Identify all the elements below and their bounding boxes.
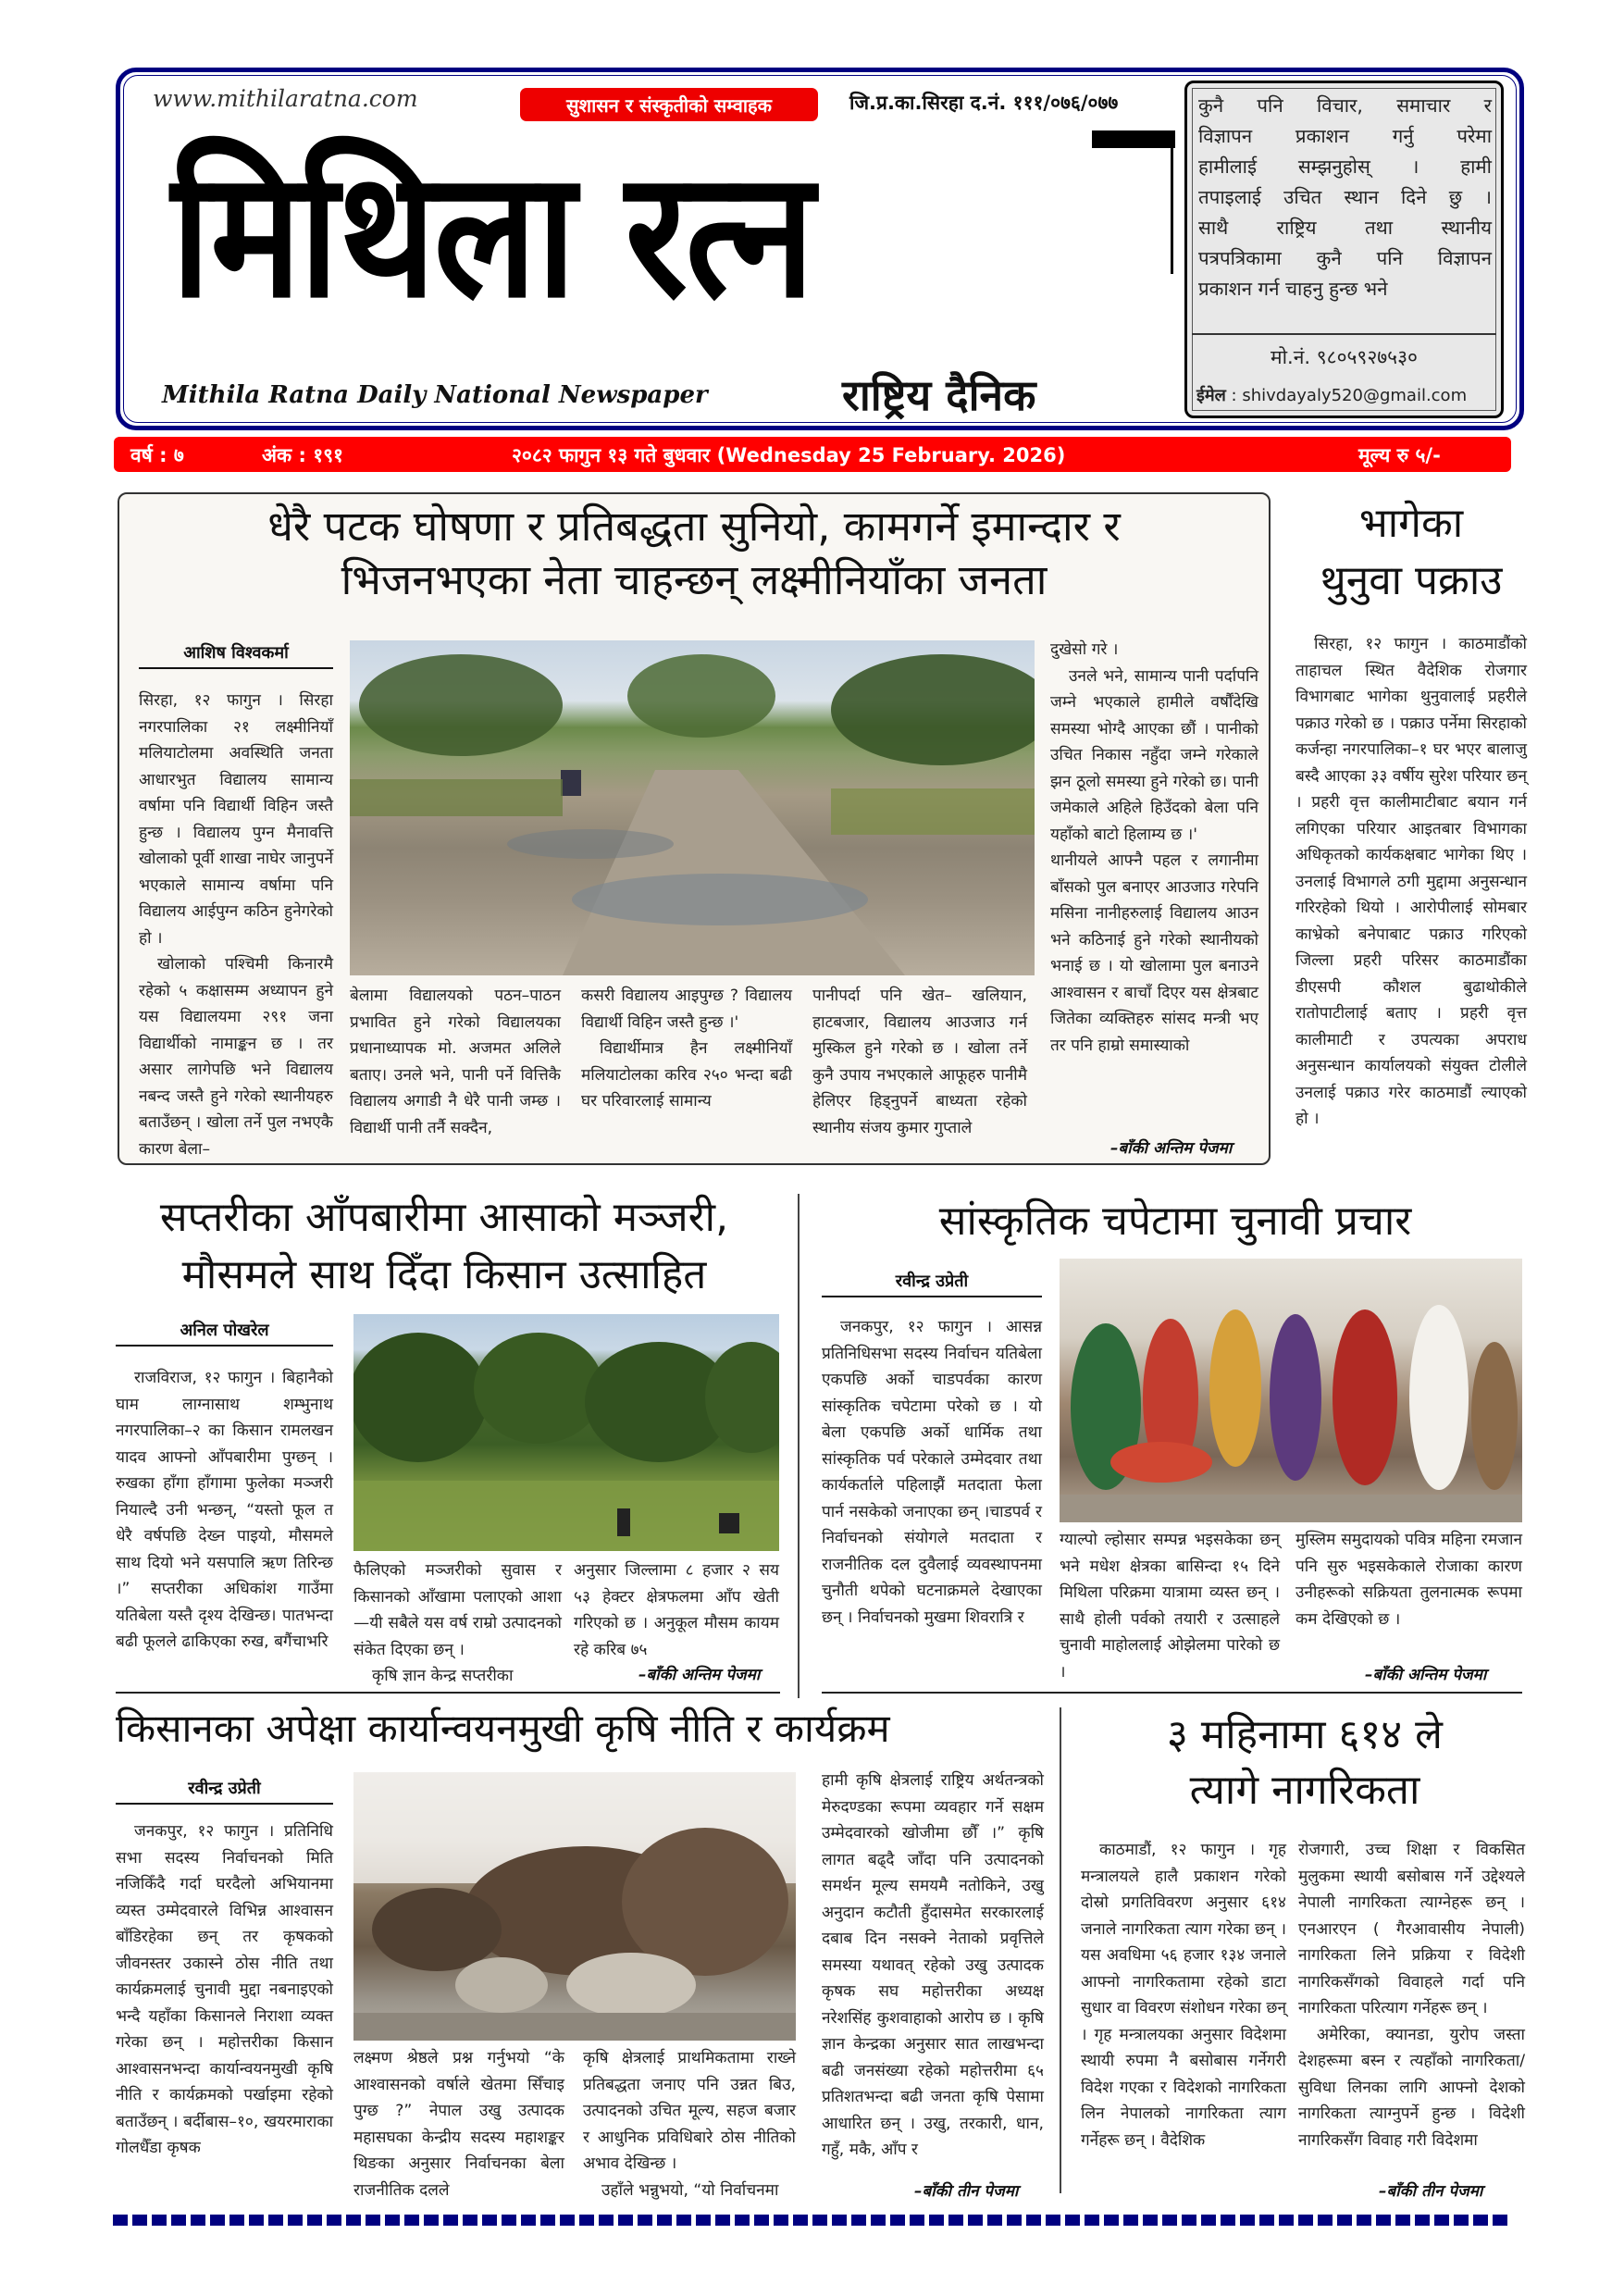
mango-trees-illustration — [353, 1314, 779, 1551]
registration-number: जि.प्र.का.सिरहा द.नं. १११/०७६/०७७ — [849, 92, 1119, 114]
lead-headline[interactable] — [125, 500, 1263, 607]
price: मूल्य रु ५/- — [1358, 444, 1441, 466]
footer-dash — [657, 2215, 672, 2226]
footer-dash — [1085, 2215, 1099, 2226]
footer-dash — [268, 2215, 283, 2226]
volume-year: वर्ष : ७ — [130, 444, 184, 466]
paragraph: जनकपुर, १२ फागुन । आसन्न प्रतिनिधिसभा सदस्य निर्वाचन यतिबेला एकपछि अर्को चाडपर्वका कारण सांस्कृतिक चपेटामा परेको छ । यो बेला एकपछि अर्को धार्मिक तथा सांस्कृतिक पर्व परेकाले उम्मेदवार तथा कार्यकर्ताले पहिलाझैं मतदाता फेला पार्न नसकेको जनाएका छन् ।चाडपर्व र निर्वाचनको संयोगले मतदाता र राजनीतिक दल दुवैलाई व्यवस्थापनमा चुनौती थपेको घटनाक्रमले देखाएका छन् । निर्वाचनको मुखमा शिवरात्रि र — [822, 1318, 1042, 1627]
paragraph: हामी कृषि क्षेत्रलाई राष्ट्रिय अर्थतन्त्रको मेरुदण्डका रूपमा व्यवहार गर्ने सक्षम उम्मेदवारको खोजीमा छौँ ।” कृषि लागत बढ्दै जाँदा पनि उत्पादनको समर्थन मूल्य समयमै नतोकिने, उखु अनुदान कटौती हुँदासमेत सरकारलाई दबाब दिन नसक्ने नेताको प्रवृत्तिले समस्या यथावत् रहेको उखु उत्पादक कृषक सघ महोत्तरीका अध्यक्ष नरेशसिंह कुशवाहाको आरोप छ । कृषि ज्ञान केन्द्रका अनुसार सात लाखभन्दा बढी जनसंख्या रहेको महोत्तरीमा ६५ प्रतिशतभन्दा बढी जनता कृषि पेसामा आधारित छन् । उखु, तरकारी, धान, गहुँ, मकै, आँप र — [822, 1771, 1044, 2159]
culture-headline[interactable]: सांस्कृतिक चपेटामा चुनावी प्रचार — [938, 1198, 1412, 1245]
lead-headline-line: धेरै पटक घोषणा र प्रतिबद्धता सुनियो, कामगर्ने इमान्दार र — [267, 502, 1121, 551]
farmers-byline: रवीन्द्र उप्रेती — [116, 1777, 333, 1805]
ad-line: तपाइलाई उचित स्थान दिने छु । — [1198, 186, 1492, 208]
paragraph: काठमाडौं, १२ फागुन । गृह मन्त्रालयले हालै प्रकाशन गरेको दोस्रो प्रगतिविवरण अनुसार ६१४ जनाले नागरिकता त्याग गरेका छन् । यस अवधिमा ५६ हजार १३४ जनाले आफ्नो नागरिकतामा रहेको डाटा सुधार वा विवरण संशोधन गरेका छन् । गृह मन्त्रालयका अनुसार विदेशमा स्थायी रुपमा नै बसोबास गर्नेगरी विदेश गएका र विदेशको नागरिकता लिन नेपालको नागरिकता त्याग गर्नेहरू छन् । वैदेशिक — [1081, 1841, 1286, 2150]
footer-dash — [307, 2215, 322, 2226]
citizenship-headline-line: त्यागे नागरिकता — [1189, 1767, 1420, 1814]
footer-dash — [968, 2215, 983, 2226]
footer-dash — [424, 2215, 439, 2226]
footer-dash — [1026, 2215, 1041, 2226]
sugarcane-carts-illustration — [353, 1772, 796, 2041]
citizenship-headline[interactable] — [1073, 1707, 1536, 1818]
mango-column-3 — [574, 1558, 779, 1663]
ad-line: हामीलाई सम्झनुहोस् । हामी — [1198, 155, 1492, 178]
ad-line: प्रकाशन गर्न चाहनु हुन्छ भने — [1198, 278, 1388, 300]
footer-dash — [618, 2215, 633, 2226]
paragraph: फैलिएको मञ्जरीको सुवास र किसानको आँखामा पलाएको आशा—यी सबैले यस वर्ष राम्रो उत्पादनको संकेत दिएका छन् । — [353, 1561, 562, 1659]
lead-column-2 — [350, 983, 561, 1141]
footer-dash — [599, 2215, 614, 2226]
mango-column-2 — [353, 1558, 562, 1690]
culture-column-2 — [1060, 1527, 1280, 1685]
footer-dash — [1376, 2215, 1391, 2226]
footer-dash — [502, 2215, 516, 2226]
footer-dash — [715, 2215, 730, 2226]
footer-dash — [812, 2215, 827, 2226]
paragraph: ग्याल्पो ल्होसार सम्पन्न भइसकेका छन् भने मधेश क्षेत्रका बासिन्दा १५ दिने मिथिला परिक्रमा यात्रामा व्यस्त छन् । साथै होली पर्वको तयारी र उत्साहले चुनावी माहोललाई ओझेलमा पारेको छ । — [1060, 1531, 1280, 1682]
ad-line: विज्ञापन प्रकाशन गर्नु परेमा — [1198, 125, 1492, 147]
mango-headline-line: सप्तरीका आँपबारीमा आसाको मञ्जरी, — [159, 1194, 729, 1241]
footer-dash — [540, 2215, 555, 2226]
footer-dash — [793, 2215, 808, 2226]
footer-dash — [1298, 2215, 1313, 2226]
footer-dash — [774, 2215, 788, 2226]
footer-dash — [366, 2215, 380, 2226]
footer-dash — [1473, 2215, 1488, 2226]
lead-photo-muddy-road — [350, 640, 1035, 975]
paragraph: उहाँले भन्नुभयो, “यो निर्वाचनमा — [601, 2180, 779, 2200]
muddy-road-illustration — [350, 640, 1035, 975]
footer-dash — [987, 2215, 1002, 2226]
ad-line: पत्रपत्रिकामा कुनै पनि विज्ञापन — [1198, 247, 1492, 269]
footer-dash — [1240, 2215, 1255, 2226]
culture-column-3 — [1295, 1527, 1522, 1632]
lead-column-3 — [581, 983, 792, 1115]
paragraph: कसरी विद्यालय आइपुग्छ ? विद्यालय विद्यार्थी विहिन जस्तै हुन्छ ।' — [581, 987, 792, 1032]
lead-column-4 — [812, 983, 1027, 1141]
contact-phone: मो.नं. ९८०५९२७५३० — [1271, 346, 1418, 368]
footer-dash — [249, 2215, 264, 2226]
paragraph: लक्ष्मण श्रेष्ठले प्रश्न गर्नुभयो “के आश्वासनको वर्षाले खेतमा सिँचाइ पुग्छ ?” नेपाल उखु उत्पादक महासघका केन्द्रीय सदस्य महाशङ्कर थिङका अनुसार निर्वाचनका बेला राजनीतिक दलले — [353, 2049, 564, 2200]
paragraph: अनुसार जिल्लामा ८ हजार २ सय ५३ हेक्टर क्षेत्रफलमा आँप खेती गरिएको छ । अनुकूल मौसम कायम रहे करिब ७५ — [574, 1561, 779, 1659]
paragraph: खोलाको पश्चिमी किनारमै रहेको ५ कक्षासम्म अध्यापन हुने यस विद्यालयमा २९१ जना विद्यार्थीको नामाङ्कन छ । तर असार लागेपछि भने विद्यालय नबन्द जस्तै हुने गरेको स्थानीयहरु बताउँछन् । खोला तर्ने पुल नभएकै कारण बेला– — [139, 955, 333, 1159]
paragraph: राजविराज, १२ फागुन । बिहानैको घाम लाग्नासाथ शम्भुनाथ नगरपालिका–२ का किसान रामलखन यादव आफ्नो आँपबारीमा पुग्छन् । रुखका हाँगा हाँगामा फुलेका मञ्जरी नियाल्दै उनी भन्छन्, “यस्तो फूल त धेरै वर्षपछि देख्न पाइयो, मौसमले साथ दियो भने यसपालि ऋण तिरिन्छ ।” सप्तरीका अधिकांश गाउँमा यतिबेला यस्तै दृश्य देखिन्छ। पातभन्दा बढी फूलले ढाकिएका रुख, बगैंचाभरि — [116, 1369, 333, 1651]
footer-dash — [463, 2215, 477, 2226]
footer-dash — [482, 2215, 497, 2226]
contact-email[interactable]: shivdayaly520@gmail.com — [1242, 386, 1468, 405]
footer-dash — [1357, 2215, 1371, 2226]
culture-bottom-rule — [822, 1692, 1522, 1694]
farmers-column-4 — [822, 1768, 1044, 2164]
footer-dash — [851, 2215, 866, 2226]
footer-dash — [1395, 2215, 1410, 2226]
publication-date: २०८२ फागुन १३ गते बुधवार (Wednesday 25 February. 2026) — [512, 444, 1066, 466]
paragraph: सिरहा, १२ फागुन । काठमाडौंको ताहाचल स्थित वैदेशिक रोजगार विभागबाट भागेका थुनुवालाई प्रहरीले पक्राउ गरेको छ । पक्राउ पर्नेमा सिरहाको कर्जन्हा नगरपालिका–१ घर भएर बालाजु बस्दै आएका ३३ वर्षीय सुरेश परियार छन् । प्रहरी वृत्त कालीमाटीबाट बयान गर्न लगिएका परियार आइतबार विभागका अधिकृतको कार्यकक्षबाट भागेका थिए । उनलाई विभागले ठगी मुद्दामा अनुसन्धान गरिरहेको थियो । आरोपीलाई सोमबार काभ्रेको बनेपाबाट पक्राउ गरिएको जिल्ला प्रहरी परिसर काठमाडौंका डीएसपी कौशल बुढाथोकीले रातोपाटीलाई बताए । प्रहरी वृत्त कालीमाटी र उपत्यका अपराध अनुसन्धान कार्यालयको संयुक्त टोलीले उनलाई पक्राउ गरेर काठमाडौं ल्याएको हो । — [1295, 635, 1527, 1128]
column-divider — [1060, 1707, 1061, 2193]
culture-procession-photo — [1060, 1259, 1522, 1522]
footer-dash — [1143, 2215, 1158, 2226]
email-separator: : — [1231, 386, 1237, 405]
ad-line: साथै राष्ट्रिय तथा स्थानीय — [1198, 217, 1492, 239]
footer-dash — [754, 2215, 769, 2226]
prisoner-headline-line: भागेका — [1358, 500, 1464, 547]
footer-dash — [735, 2215, 750, 2226]
paragraph: मुस्लिम समुदायको पवित्र महिना रमजान पनि सुरु भइसकेकाले रोजाका कारण उनीहरूको सक्रियता तुलनात्मक रूपमा कम देखिएको छ । — [1295, 1531, 1522, 1629]
footer-dash — [696, 2215, 711, 2226]
footer-dash — [210, 2215, 225, 2226]
footer-dash — [1182, 2215, 1196, 2226]
lead-headline-line: भिजनभएका नेता चाहन्छन् लक्ष्मीनियाँका जनता — [341, 555, 1048, 604]
paragraph: पानीपर्दा पनि खेत– खलियान, हाटबजार, विद्यालय आउजाउ गर्न मुस्किल हुने गरेको छ । खोला तर्ने कुनै उपाय नभएकाले आफूहरु पानीमै हेलिएर हिड्नुपर्ने बाध्यता रहेको स्थानीय संजय कुमार गुप्ताले — [812, 987, 1027, 1137]
ad-divider — [1192, 333, 1496, 335]
footer-dash — [288, 2215, 303, 2226]
footer-dash — [1434, 2215, 1449, 2226]
footer-dash — [1259, 2215, 1274, 2226]
culture-byline: रवीन्द्र उप्रेती — [822, 1270, 1042, 1297]
column-divider — [798, 1194, 800, 1698]
farmers-sugarcane-photo — [353, 1772, 796, 2041]
paragraph: कृषि क्षेत्रलाई प्राथमिकतामा राख्ने प्रतिबद्धता जनाए पनि उन्नत बिउ, उत्पादनको उचित मूल्य, सहज बजार र आधुनिक प्रविधिबारे ठोस नीतिको अभाव देखिन्छ । — [583, 2049, 796, 2173]
advertise-text — [1198, 91, 1492, 304]
footer-dash — [579, 2215, 594, 2226]
paragraph: रोजगारी, उच्च शिक्षा र विकसित मुलुकमा स्थायी बसोबास गर्ने उद्देश्यले नेपाली नागरिकता त्याग्नेहरू छन् । एनआरएन ( गैरआवासीय नेपाली) नागरिकता लिने प्रक्रिया र विदेशी नागरिकसँगको विवाहले गर्दा पनि नागरिकता परित्याग गर्नेहरू छन् । — [1298, 1841, 1525, 2017]
mango-continued-link[interactable]: –बाँकी अन्तिम पेजमा — [638, 1666, 761, 1684]
footer-dash — [910, 2215, 924, 2226]
paragraph: जनकपुर, १२ फागुन । प्रतिनिधि सभा सदस्य निर्वाचनको मिति नजिकिँदै गर्दा घरदैलो अभियानमा व्यस्त उम्मेदवारले विभिन्न आश्वासन बाँडिरहेका छन् तर कृषकको जीवनस्तर उकास्ने ठोस नीति तथा कार्यक्रमलाई चुनावी मुद्दा नबनाइएको भन्दै यहाँका किसानले निराशा व्यक्त गरेका छन् । महोत्तरीका किसान आश्वासनभन्दा कार्यान्वयनमुखी कृषि नीति र कार्यक्रमको पर्खाइमा रहेको बताउँछन् । बर्दीबास–१०, खयरमाराका गोलधैँडा कृषक — [116, 1822, 333, 2157]
footer-dash — [229, 2215, 244, 2226]
footer-dash — [890, 2215, 905, 2226]
prisoner-headline-line: थुनुवा पक्राउ — [1320, 557, 1503, 604]
newspaper-logo: मिथिला रत्न — [171, 132, 813, 337]
footer-dash — [346, 2215, 361, 2226]
mango-column-1 — [116, 1365, 333, 1656]
footer-dash — [929, 2215, 944, 2226]
footer-dash — [638, 2215, 652, 2226]
advertise-box — [1184, 81, 1504, 418]
english-name: Mithila Ratna Daily National Newspaper — [162, 381, 708, 409]
footer-dash — [152, 2215, 167, 2226]
slogan-badge: सुशासन र संस्कृतीको सम्वाहक — [520, 88, 818, 121]
footer-dash — [404, 2215, 419, 2226]
footer-dash — [1046, 2215, 1060, 2226]
footer-dash — [560, 2215, 575, 2226]
lead-continued-link[interactable]: –बाँकी अन्तिम पेजमा — [1110, 1139, 1233, 1158]
paragraph: अमेरिका, क्यानडा, युरोप जस्ता देशहरूमा बस्न र त्यहाँको नागरिकता/सुविधा लिनका लागि आफ्नो देशको नागरिकता त्याग्नुपर्ने हुन्छ । विदेशी नागरिकसँग विवाह गरी विदेशमा — [1298, 2025, 1525, 2150]
email-label: ईमेल — [1196, 386, 1226, 405]
citizenship-column-1 — [1081, 1837, 1286, 2153]
paragraph: बेलामा विद्यालयको पठन–पाठन प्रभावित हुने गरेको विद्यालयका प्रधानाध्यापक मो. अजमत अलिले बताए। उनले भने, पानी पर्ने वित्तिकै विद्यालय अगाडी नै धेरै पानी जम्छ । विद्यार्थी पानी तर्नै सक्दैन, — [350, 987, 561, 1137]
culture-continued-link[interactable]: –बाँकी अन्तिम पेजमा — [1365, 1666, 1487, 1684]
footer-dash — [132, 2215, 147, 2226]
footer-dash — [948, 2215, 963, 2226]
mango-orchard-photo — [353, 1314, 779, 1551]
footer-dash — [1104, 2215, 1119, 2226]
paragraph: कृषि ज्ञान केन्द्र सप्तरीका — [372, 1667, 514, 1685]
lead-column-5 — [1050, 637, 1258, 1059]
prisoner-column — [1295, 631, 1527, 1133]
footer-dash — [1454, 2215, 1469, 2226]
citizenship-column-2 — [1298, 1837, 1525, 2153]
footer-dash — [1162, 2215, 1177, 2226]
mango-headline-line: मौसमले साथ दिँदा किसान उत्साहित — [181, 1251, 707, 1298]
paragraph: दुखेसो गरे । — [1050, 640, 1119, 659]
footer-dash — [191, 2215, 205, 2226]
footer-dashed-border — [113, 2215, 1524, 2226]
footer-dash — [1337, 2215, 1352, 2226]
farmers-headline[interactable]: किसानका अपेक्षा कार्यान्वयनमुखी कृषि नीति र कार्यक्रम — [116, 1706, 890, 1751]
footer-dash — [1318, 2215, 1333, 2226]
footer-dash — [113, 2215, 128, 2226]
paragraph: उनले भने, सामान्य पानी पर्दापनि जम्ने भएकाले हामीले वर्षौंदेखि समस्या भोग्दै आएका छौं । पानीको उचित निकास नहुँदा जम्ने गरेकाले झन ठूलो समस्या हुने गरेको छ। पानी जमेकाले अहिले हिउँदको बेला पनि यहाँको बाटो हिलाम्य छ ।' — [1050, 666, 1258, 844]
footer-dash — [676, 2215, 691, 2226]
decorative-line — [1171, 130, 1173, 274]
decorative-bar — [1092, 130, 1175, 148]
footer-dash — [1201, 2215, 1216, 2226]
paragraph: सिरहा, १२ फागुन । सिरहा नगरपालिका २१ लक्ष्मीनियाँ मलियाटोलमा अवस्थिति जनता आधारभुत विद्यालय सामान्य वर्षामा पनि विद्यार्थी विहिन जस्तै हुन्छ । विद्यालय पुग्न मैनावत्ति खोलाको पूर्वी शाखा नाघेर जानुपर्ने भएकाले सामान्य वर्षामा पनि विद्यालय आईपुग्न कठिन हुनेगरेको हो । — [139, 691, 333, 948]
date-bar — [114, 437, 1511, 472]
website-url[interactable]: www.mithilaratna.com — [153, 85, 418, 112]
footer-dash — [171, 2215, 186, 2226]
lead-byline: आशिष विश्वकर्मा — [139, 641, 333, 669]
footer-dash — [832, 2215, 847, 2226]
prisoner-headline[interactable] — [1286, 495, 1536, 610]
footer-dash — [1493, 2215, 1507, 2226]
tagline: राष्ट्रिय दैनिक — [842, 370, 1036, 420]
farmers-continued-link[interactable]: –बाँकी तीन पेजमा — [914, 2182, 1019, 2201]
mango-headline[interactable] — [111, 1189, 777, 1304]
procession-illustration — [1060, 1259, 1522, 1522]
paragraph: विद्यार्थीमात्र हैन लक्ष्मीनियाँ मलियाटोलका करिव २५० भन्दा बढी घर परिवारलाई सामान्य — [581, 1039, 792, 1111]
footer-dash — [327, 2215, 341, 2226]
lead-column-1 — [139, 688, 333, 1162]
footer-dash — [1279, 2215, 1294, 2226]
footer-dash — [1007, 2215, 1022, 2226]
culture-column-1 — [822, 1314, 1042, 1631]
issue-number: अंक : १९१ — [262, 444, 343, 466]
ad-line: कुनै पनि विचार, समाचार र — [1198, 94, 1492, 117]
citizenship-continued-link[interactable]: –बाँकी तीन पेजमा — [1379, 2182, 1483, 2201]
footer-dash — [1123, 2215, 1138, 2226]
footer-dash — [521, 2215, 536, 2226]
farmers-column-2 — [353, 2045, 564, 2203]
footer-dash — [1065, 2215, 1080, 2226]
footer-dash — [871, 2215, 886, 2226]
paragraph: थानीयले आफ्नै पहल र लगानीमा बाँसको पुल बनाएर आउजाउ गरेपनि मसिना नानीहरुलाई विद्यालय आउन भने कठिनाई हुने गरेको स्थानीयको भनाई छ । यो खोलामा पुल बनाउने आश्वासन र बाचाँ दिएर यस क्षेत्रबाट जितेका व्यक्तिहरु सांसद मन्त्री भए तर पनि हाम्रो समास्याको — [1050, 851, 1258, 1055]
farmers-column-3 — [583, 2045, 796, 2203]
mango-byline: अनिल पोखरेल — [116, 1319, 333, 1347]
footer-dash — [1221, 2215, 1235, 2226]
footer-dash — [443, 2215, 458, 2226]
footer-dash — [385, 2215, 400, 2226]
contact-email-row — [1196, 384, 1467, 406]
mango-bottom-rule — [116, 1692, 780, 1694]
footer-dash — [1415, 2215, 1430, 2226]
farmers-column-1 — [116, 1818, 333, 2162]
citizenship-headline-line: ३ महिनामा ६१४ ले — [1167, 1711, 1443, 1758]
